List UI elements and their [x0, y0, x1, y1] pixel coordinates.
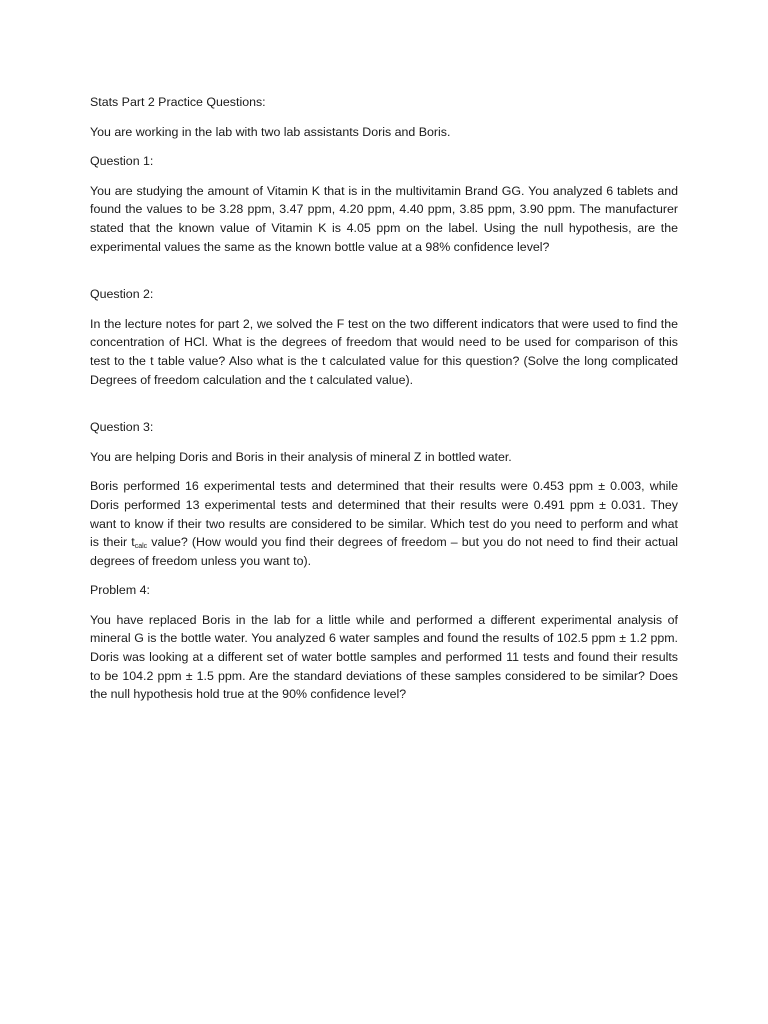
t-calc-subscript: calc — [134, 543, 148, 551]
question-3-body-pre: Boris performed 16 experimental tests and determined that their results were 0.453 ppm ± 0.003, while Doris performed 13 experimental tests and determined that their results were 0.491 ppm ± 0.031. They want to know if their two results are considered to be similar. Which test do you need to perform and what is their t — [90, 479, 678, 550]
question-3-intro: You are helping Doris and Boris in their analysis of mineral Z in bottled water. — [90, 449, 512, 464]
spacer — [90, 267, 678, 285]
question-1-heading: Question 1: — [90, 154, 154, 169]
question-3-body-post: value? (How would you find their degrees of freedom – but you do not need to find their actual degrees of freedom unless you want to). — [90, 535, 678, 568]
document-title: Stats Part 2 Practice Questions: — [90, 95, 266, 109]
spacer — [90, 400, 678, 418]
problem-4-body: You have replaced Boris in the lab for a little while and performed a different experimental analysis of mineral G is the bottle water. You analyzed 6 water samples and found the results of 102.5 ppm ± 1.2 ppm. Doris was looking at a different set of water bottle samples and performed 11 tests and found their results to be 104.2 ppm ± 1.5 ppm. Are the standard deviations of these samples considered to be similar? Does the null hypothesis hold true at the 90% confidence level? — [90, 612, 678, 702]
question-2-body: In the lecture notes for part 2, we solved the F test on the two different indicators that were used to find the concentration of HCl. What is the degrees of freedom that would need to be used for comparison of this test to the t table value? Also what is the t calculated value for this question? (Solve the long complicated Degrees of freedom calculation and the t calculated value). — [90, 316, 678, 387]
question-3-heading: Question 3: — [90, 420, 154, 435]
intro-text: You are working in the lab with two lab assistants Doris and Boris. — [90, 124, 451, 139]
question-1-body: You are studying the amount of Vitamin K that is in the multivitamin Brand GG. You analyzed 6 tablets and found the values to be 3.28 ppm, 3.47 ppm, 4.20 ppm, 4.40 ppm, 3.85 ppm, 3.90 ppm. The manufacturer stated that the known value of Vitamin K is 4.05 ppm on the label. Using the null hypothesis, are the experimental values the same as the known bottle value at a 98% confidence level? — [90, 183, 678, 254]
question-3-body — [90, 477, 678, 570]
document-page — [90, 93, 678, 715]
problem-4-heading: Problem 4: — [90, 583, 150, 598]
question-2-heading: Question 2: — [90, 287, 154, 302]
